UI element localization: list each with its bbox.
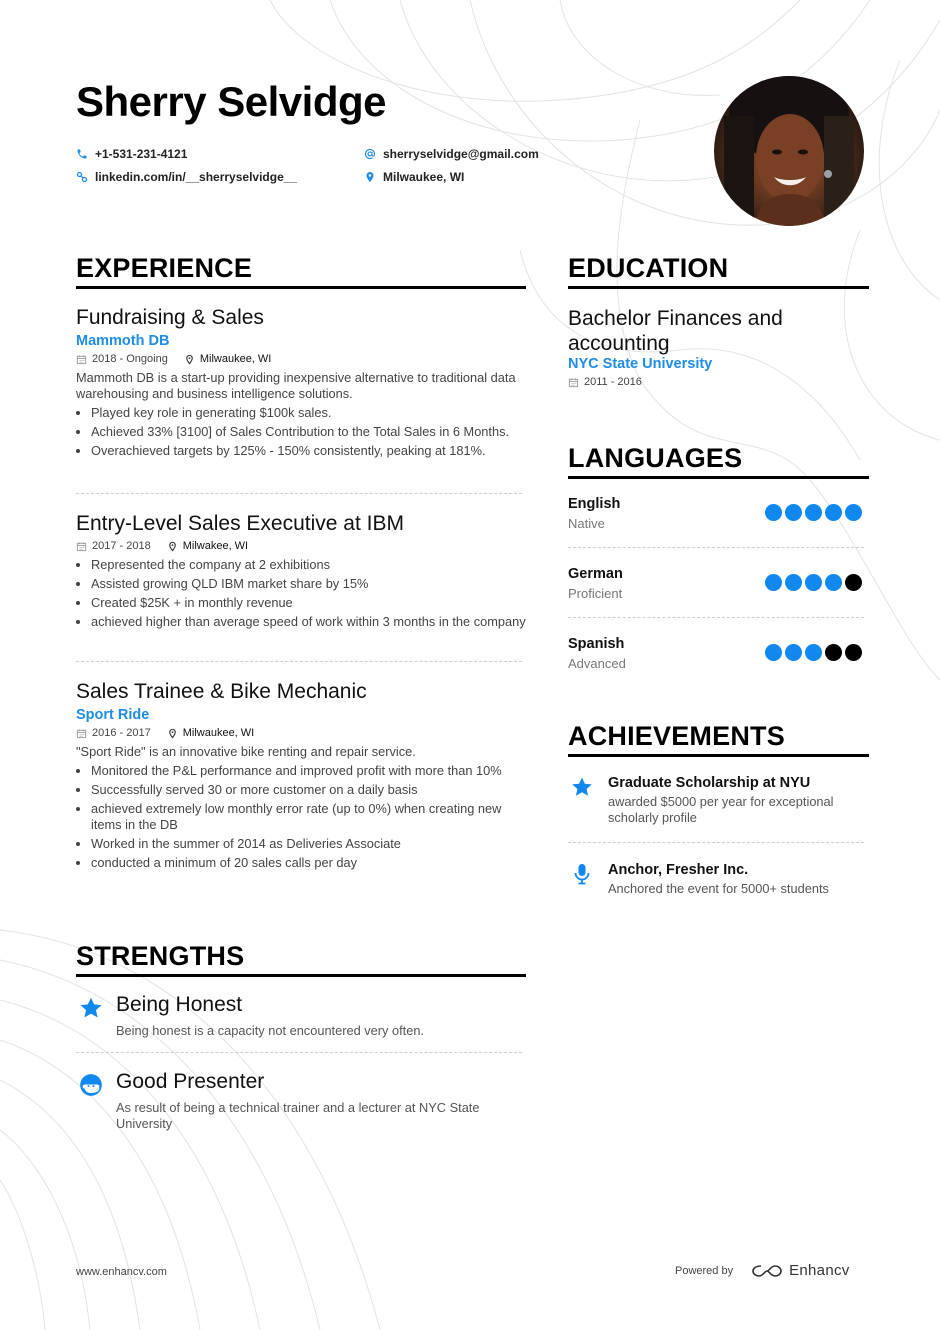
job-bullet: • Played key role in generating $100k sales. xyxy=(91,405,526,421)
language-level: Proficient xyxy=(568,586,623,601)
presenter-headset-icon xyxy=(78,1072,104,1098)
education-dates: 2011 - 2016 xyxy=(584,376,642,388)
calendar-icon xyxy=(568,377,579,388)
item-divider xyxy=(568,842,864,843)
job-location: Milwaukee, WI xyxy=(182,727,255,739)
rating-dot-filled xyxy=(765,574,782,591)
link-icon xyxy=(76,171,88,183)
rating-dot-filled xyxy=(765,504,782,521)
job-bullets xyxy=(76,763,526,871)
education-rule xyxy=(568,286,869,289)
powered-by-label: Powered by xyxy=(675,1264,734,1277)
language-item xyxy=(568,636,864,671)
job-location: Milwakee, WI xyxy=(182,540,249,552)
job-meta xyxy=(76,540,526,552)
language-level: Native xyxy=(568,516,605,531)
footer-branding xyxy=(675,1262,850,1279)
job-bullet: • achieved higher than average speed of work within 3 months in the company xyxy=(91,614,526,630)
strength-description: As result of being a technical trainer and a lecturer at NYC State University xyxy=(116,1100,480,1131)
strength-title: Being Honest xyxy=(116,993,243,1016)
job-bullet: • Overachieved targets by 125% - 150% consistently, peaking at 181%. xyxy=(91,443,526,459)
item-divider xyxy=(76,493,522,494)
rating-dot-filled xyxy=(785,504,802,521)
experience-rule xyxy=(76,286,526,289)
job-meta xyxy=(76,353,526,365)
job-bullet: • Monitored the P&L performance and improved profit with more than 10% xyxy=(91,763,526,779)
job-bullet: • Achieved 33% [3100] of Sales Contribution to the Total Sales in 6 Months. xyxy=(91,424,526,440)
profile-photo xyxy=(714,76,864,226)
language-name: Spanish xyxy=(568,636,625,652)
rating-dot-filled xyxy=(805,574,822,591)
job-company[interactable]: Mammoth DB xyxy=(76,333,170,349)
calendar-icon xyxy=(76,354,87,365)
candidate-name: Sherry Selvidge xyxy=(76,78,386,125)
profile-photo-illustration xyxy=(714,76,864,226)
education-item xyxy=(568,306,864,388)
language-name: German xyxy=(568,566,623,582)
linkedin-text: linkedin.com/in/__sherryselvidge__ xyxy=(95,170,298,184)
footer-website[interactable]: www.enhancv.com xyxy=(76,1266,167,1278)
map-pin-icon xyxy=(364,171,376,183)
job-bullet: • Worked in the summer of 2014 as Deliveries Associate xyxy=(91,836,526,852)
map-pin-icon xyxy=(184,354,195,365)
rating-dot-filled xyxy=(825,504,842,521)
achievement-title: Graduate Scholarship at NYU xyxy=(608,775,811,791)
language-level: Advanced xyxy=(568,656,626,671)
job-description: "Sport Ride" is an innovative bike renting and repair service. xyxy=(76,744,416,759)
job-bullet: • Created $25K + in monthly revenue xyxy=(91,595,526,611)
language-name: English xyxy=(568,496,621,512)
achievements-rule xyxy=(568,754,869,757)
enhancv-logo-icon xyxy=(751,1263,783,1279)
job-dates: 2017 - 2018 xyxy=(92,540,151,552)
language-rating xyxy=(765,644,862,661)
item-divider xyxy=(568,617,864,618)
education-meta xyxy=(568,376,864,388)
job-bullet: • Assisted growing QLD IBM market share by 15% xyxy=(91,576,526,592)
language-item xyxy=(568,496,864,531)
at-icon xyxy=(364,148,376,160)
job-bullets xyxy=(76,557,526,630)
job-meta xyxy=(76,727,526,739)
brand-name: Enhancv xyxy=(789,1262,850,1279)
contact-location xyxy=(364,170,464,184)
rating-dot-empty xyxy=(825,644,842,661)
item-divider xyxy=(568,547,864,548)
map-pin-icon xyxy=(167,541,178,552)
rating-dot-filled xyxy=(805,504,822,521)
language-rating xyxy=(765,574,862,591)
strength-item xyxy=(76,1070,526,1132)
achievement-description: Anchored the event for 5000+ students xyxy=(608,881,829,896)
phone-icon xyxy=(76,148,88,160)
job-location: Milwaukee, WI xyxy=(199,353,272,365)
map-pin-icon xyxy=(167,728,178,739)
rating-dot-filled xyxy=(765,644,782,661)
microphone-icon xyxy=(570,862,594,886)
experience-item xyxy=(76,512,526,633)
language-rating xyxy=(765,504,862,521)
calendar-icon xyxy=(76,728,87,739)
job-bullet: • Represented the company at 2 exhibitions xyxy=(91,557,526,573)
phone-text: +1-531-231-4121 xyxy=(95,147,188,161)
strengths-section-title: STRENGTHS xyxy=(76,941,245,971)
job-description: Mammoth DB is a start-up providing inexpensive alternative to traditional data warehousing and business intelligence solutions. xyxy=(76,370,516,401)
rating-dot-filled xyxy=(825,574,842,591)
email-text: sherryselvidge@gmail.com xyxy=(383,147,539,161)
strength-description: Being honest is a capacity not encountered very often. xyxy=(116,1023,425,1038)
rating-dot-empty xyxy=(845,574,862,591)
contact-email[interactable] xyxy=(364,147,539,161)
achievement-item xyxy=(568,862,864,897)
education-section-title: EDUCATION xyxy=(568,253,729,283)
rating-dot-filled xyxy=(805,644,822,661)
item-divider xyxy=(76,661,522,662)
experience-item xyxy=(76,306,526,462)
strengths-rule xyxy=(76,974,526,977)
job-bullet: • achieved extremely low monthly error rate (up to 0%) when creating new items in the DB xyxy=(91,801,526,833)
languages-section-title: LANGUAGES xyxy=(568,443,743,473)
enhancv-brand[interactable] xyxy=(751,1262,849,1279)
job-role: Fundraising & Sales xyxy=(76,306,264,329)
item-divider xyxy=(76,1052,522,1053)
education-school[interactable]: NYC State University xyxy=(568,356,713,372)
experience-item xyxy=(76,680,526,874)
experience-section-title: EXPERIENCE xyxy=(76,253,253,283)
strength-title: Good Presenter xyxy=(116,1070,265,1093)
calendar-icon xyxy=(76,541,87,552)
star-icon xyxy=(570,775,594,799)
rating-dot-filled xyxy=(785,574,802,591)
job-company[interactable]: Sport Ride xyxy=(76,707,150,723)
job-bullet: • conducted a minimum of 20 sales calls per day xyxy=(91,855,526,871)
job-bullet: • Successfully served 30 or more customer on a daily basis xyxy=(91,782,526,798)
language-item xyxy=(568,566,864,601)
job-role: Entry-Level Sales Executive at IBM xyxy=(76,512,404,535)
contact-linkedin[interactable] xyxy=(76,170,297,184)
job-dates: 2018 - Ongoing xyxy=(92,353,168,365)
rating-dot-filled xyxy=(785,644,802,661)
location-text: Milwaukee, WI xyxy=(383,170,465,184)
job-dates: 2016 - 2017 xyxy=(92,727,151,739)
achievement-description: awarded $5000 per year for exceptional scholarly profile xyxy=(608,794,834,825)
achievement-item xyxy=(568,775,864,826)
education-degree: Bachelor Finances and accounting xyxy=(568,307,783,355)
rating-dot-empty xyxy=(845,644,862,661)
strength-item xyxy=(76,993,526,1039)
languages-rule xyxy=(568,476,869,479)
contact-phone[interactable] xyxy=(76,147,187,161)
achievements-section-title: ACHIEVEMENTS xyxy=(568,721,785,751)
job-bullets xyxy=(76,405,526,459)
achievement-title: Anchor, Fresher Inc. xyxy=(608,862,749,878)
rating-dot-filled xyxy=(845,504,862,521)
job-role: Sales Trainee & Bike Mechanic xyxy=(76,680,367,703)
star-icon xyxy=(78,995,104,1021)
